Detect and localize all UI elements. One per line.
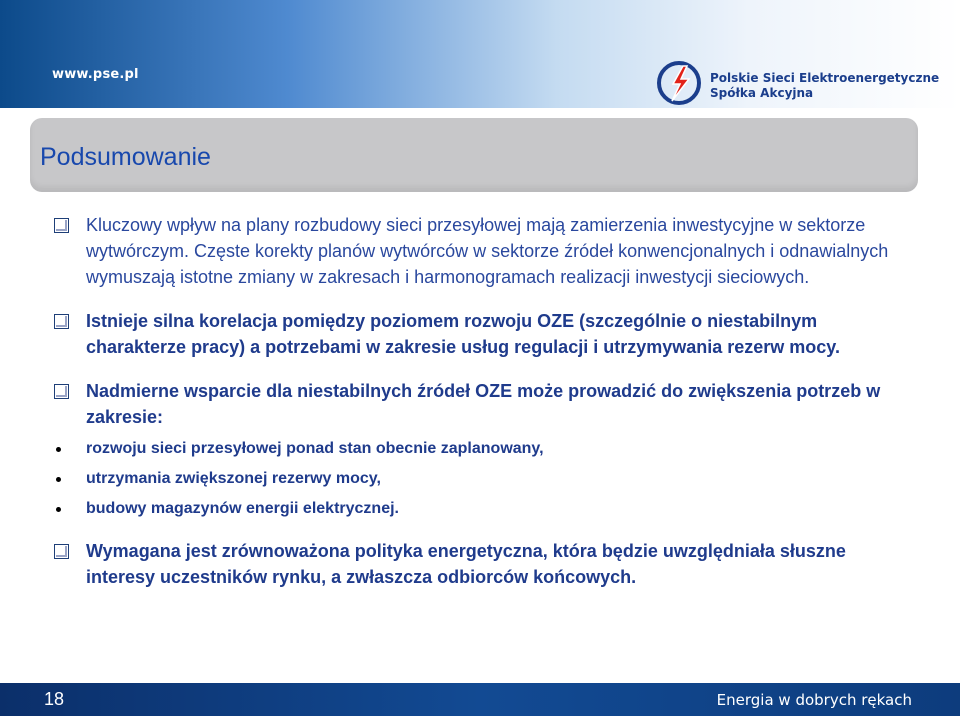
pse-logo-emblem-icon bbox=[656, 60, 702, 106]
bullet-point-4 bbox=[52, 538, 912, 590]
footer-motto: Energia w dobrych rękach bbox=[716, 691, 912, 709]
company-name bbox=[710, 71, 939, 101]
slide-content bbox=[52, 212, 912, 590]
title-bar bbox=[30, 118, 918, 192]
bullet-point-text: Wymagana jest zrównoważona polityka energetyczna, która będzie uwzględniała słuszne interesy uczestników rynku, a zwłaszcza odbiorców końcowych. bbox=[86, 541, 846, 587]
site-url[interactable]: www.pse.pl bbox=[52, 67, 139, 82]
slide-title: Podsumowanie bbox=[40, 143, 211, 171]
dot-bullet-icon bbox=[56, 447, 61, 452]
sub-bullet-1 bbox=[52, 438, 912, 460]
checkbox-bullet-icon bbox=[54, 544, 69, 559]
bullet-point-2 bbox=[52, 308, 912, 360]
company-name-line2: Spółka Akcyjna bbox=[710, 86, 814, 100]
dot-bullet-icon bbox=[56, 507, 61, 512]
header-band bbox=[0, 0, 960, 108]
sub-bullet-text: utrzymania zwiększonej rezerwy mocy, bbox=[86, 470, 381, 487]
sub-bullet-text: rozwoju sieci przesyłowej ponad stan obecnie zaplanowany, bbox=[86, 440, 544, 457]
checkbox-bullet-icon bbox=[54, 218, 69, 233]
sub-bullet-text: budowy magazynów energii elektrycznej. bbox=[86, 500, 399, 517]
sub-bullet-3 bbox=[52, 498, 912, 520]
bullet-point-text: Kluczowy wpływ na plany rozbudowy sieci przesyłowej mają zamierzenia inwestycyjne w sektorze wytwórczym. Częste korekty planów wytwórców w sektorze źródeł konwencjonalnych i odnawialnych wymuszają istotne zmiany w zakresach i harmonogramach realizacji inwestycji sieciowych. bbox=[86, 215, 889, 287]
checkbox-bullet-icon bbox=[54, 314, 69, 329]
sub-bullet-2 bbox=[52, 468, 912, 490]
bullet-point-1 bbox=[52, 212, 912, 290]
bullet-point-text: Nadmierne wsparcie dla niestabilnych źródeł OZE może prowadzić do zwiększenia potrzeb w zakresie: bbox=[86, 381, 881, 427]
company-logo bbox=[656, 60, 956, 112]
dot-bullet-icon bbox=[56, 477, 61, 482]
bullet-point-3 bbox=[52, 378, 912, 430]
checkbox-bullet-icon bbox=[54, 384, 69, 399]
company-name-line1: Polskie Sieci Elektroenergetyczne bbox=[710, 71, 940, 85]
page-number: 18 bbox=[44, 689, 65, 709]
footer-bar bbox=[0, 683, 960, 716]
bullet-point-text: Istnieje silna korelacja pomiędzy poziomem rozwoju OZE (szczególnie o niestabilnym charakterze pracy) a potrzebami w zakresie usług regulacji i utrzymywania rezerw mocy. bbox=[86, 311, 840, 357]
